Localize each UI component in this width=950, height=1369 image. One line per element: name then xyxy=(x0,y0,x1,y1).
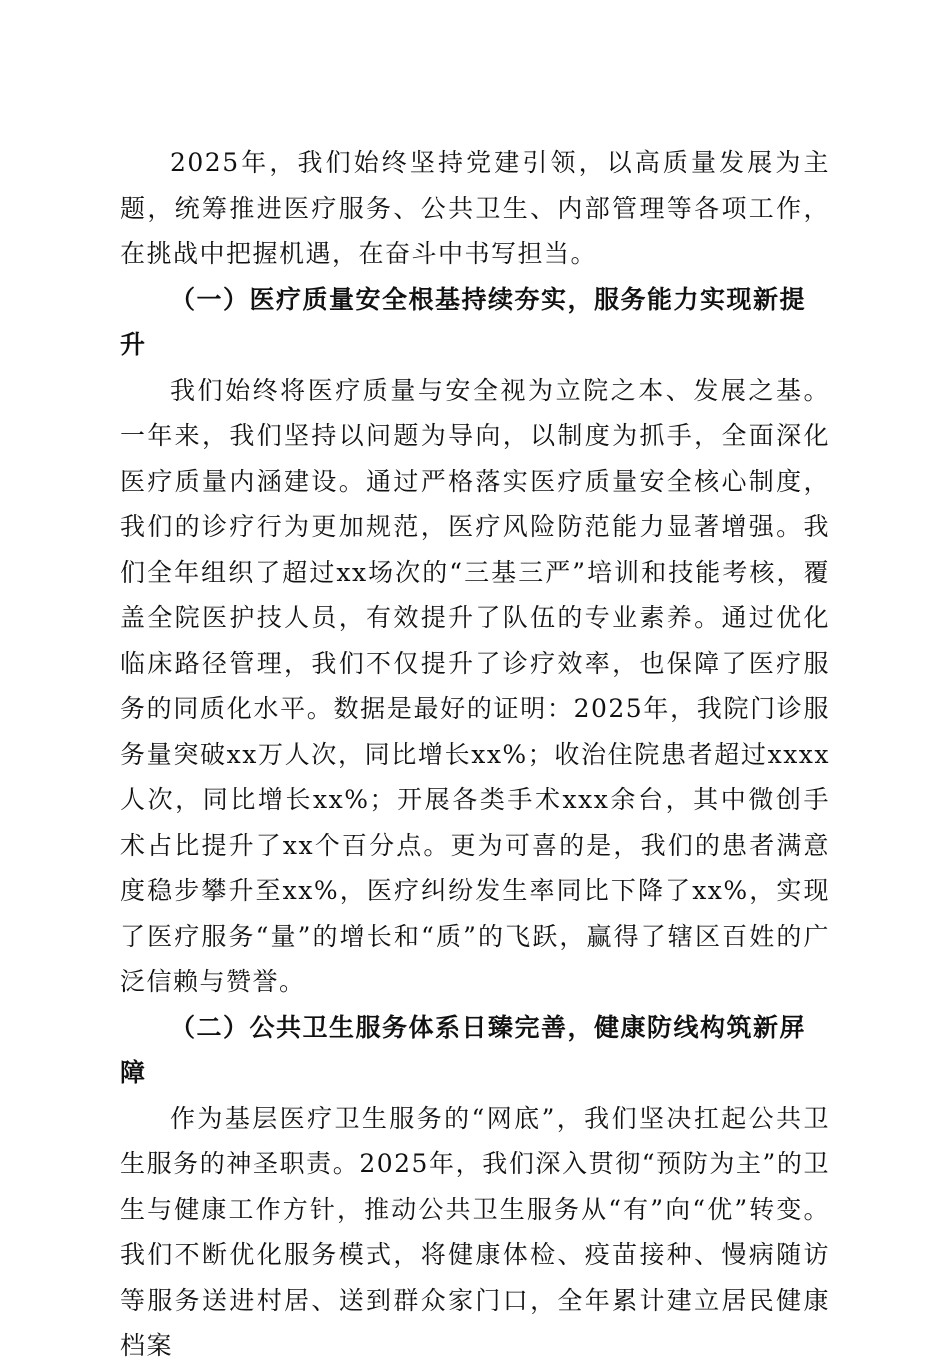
public-health-paragraph: 作为基层医疗卫生服务的“网底”，我们坚决扛起公共卫生服务的神圣职责。2025年，我们深入贯彻“预防为主”的卫生与健康工作方针，推动公共卫生服务从“有”向“优”转变。我们不断优化服务模式，将健康体检、疫苗接种、慢病随访等服务送进村居、送到群众家门口，全年累计建立居民健康档案 xyxy=(120,1103,830,1360)
section-heading-public-health: （二）公共卫生服务体系日臻完善，健康防线构筑新屏障 xyxy=(120,1012,807,1087)
document-body xyxy=(120,140,830,1369)
medical-quality-paragraph: 我们始终将医疗质量与安全视为立院之本、发展之基。一年来，我们坚持以问题为导向，以制度为抓手，全面深化医疗质量内涵建设。通过严格落实医疗质量安全核心制度，我们的诊疗行为更加规范，医疗风险防范能力显著增强。我们全年组织了超过xx场次的“三基三严”培训和技能考核，覆盖全院医护技人员，有效提升了队伍的专业素养。通过优化临床路径管理，我们不仅提升了诊疗效率，也保障了医疗服务的同质化水平。数据是最好的证明：2025年，我院门诊服务量突破xx万人次，同比增长xx%；收治住院患者超过xxxx人次，同比增长xx%；开展各类手术xxx余台，其中微创手术占比提升了xx个百分点。更为可喜的是，我们的患者满意度稳步攀升至xx%，医疗纠纷发生率同比下降了xx%，实现了医疗服务“量”的增长和“质”的飞跃，赢得了辖区百姓的广泛信赖与赞誉。 xyxy=(120,375,830,996)
section-heading-medical-quality: （一）医疗质量安全根基持续夯实，服务能力实现新提升 xyxy=(120,284,807,359)
intro-paragraph: 2025年，我们始终坚持党建引领，以高质量发展为主题，统筹推进医疗服务、公共卫生、内部管理等各项工作，在挑战中把握机遇，在奋斗中书写担当。 xyxy=(120,148,830,268)
